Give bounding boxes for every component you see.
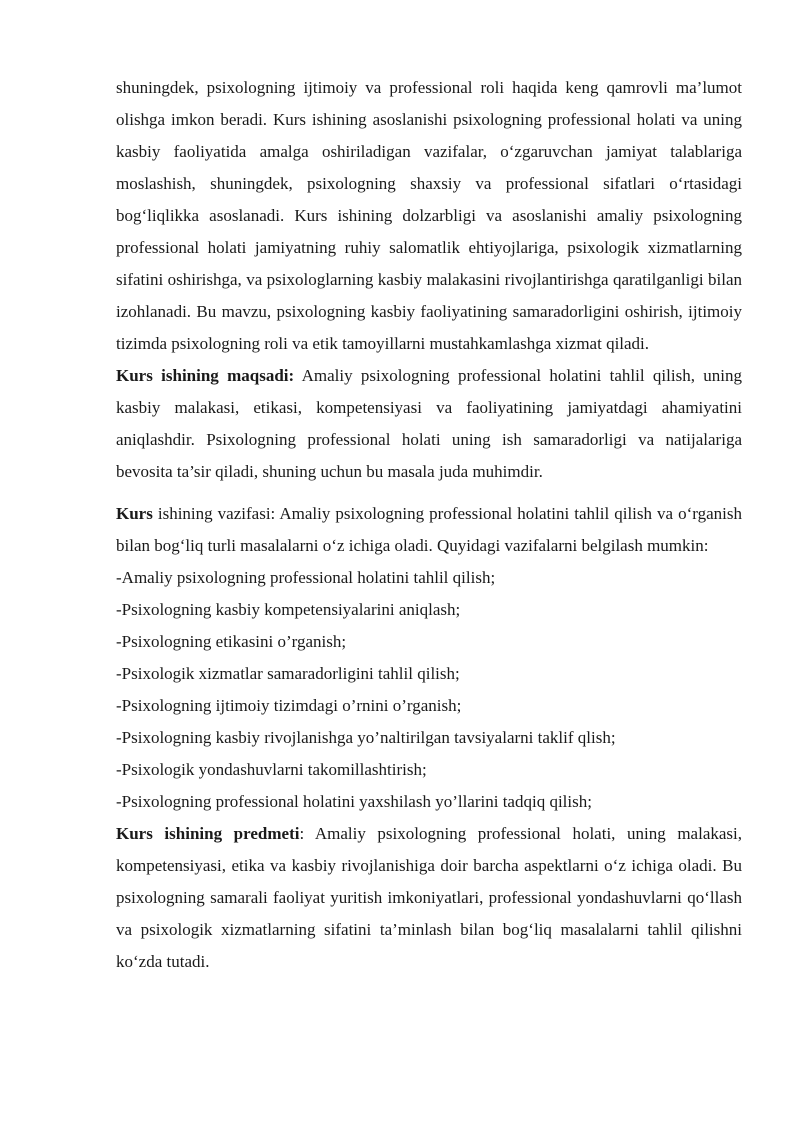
list-item: -Psixologning kasbiy kompetensiyalarini aniqlash; bbox=[116, 600, 461, 619]
list-item: -Psixologning etikasini o’rganish; bbox=[116, 632, 347, 651]
subject-paragraph bbox=[116, 818, 742, 978]
list-item: -Amaliy psixologning professional holatini tahlil qilish; bbox=[116, 568, 496, 587]
paragraph-spacer bbox=[116, 488, 742, 498]
goal-paragraph bbox=[116, 360, 742, 488]
intro-paragraph: shuningdek, psixologning ijtimoiy va professional roli haqida keng qamrovli ma’lumot olishga imkon beradi. Kurs ishining asoslanishi psixologning professional holati va uning kasbiy faoliyatida amalga oshiriladigan vazifalar, o‘zgaruvchan jamiyat talablariga moslashish, shuningdek, psixologning shaxsiy va professional sifatlari o‘rtasidagi bog‘liqlikka asoslanadi. Kurs ishining dolzarbligi va asoslanishi amaliy psixologning professional holati jamiyatning ruhiy salomatlik ehtiyojlariga, psixologik xizmatlarning sifatini oshirishga, va psixologlarning kasbiy malakasini rivojlantirishga qaratilganligi bilan izohlanadi. Bu mavzu, psixologning kasbiy faoliyatining samaradorligini oshirish, ijtimoiy tizimda psixologning roli va etik tamoyillarni mustahkamlashga xizmat qiladi. bbox=[116, 78, 742, 353]
subject-text: : Amaliy psixologning professional holati, uning malakasi, kompetensiyasi, etika va kasbiy rivojlanishiga doir barcha aspektlarni o‘z ichiga oladi. Bu psixologning samarali faoliyat yuritish imkoniyatlari, professional yondashuvlarni qo‘llash va psixologik xizmatlarning sifatini ta’minlash bilan bog‘liq masalalarni tahlil qilishni ko‘zda tutadi. bbox=[116, 824, 742, 971]
list-item: -Psixologik xizmatlar samaradorligini tahlil qilish; bbox=[116, 664, 460, 683]
list-item: -Psixologning ijtimoiy tizimdagi o’rnini o’rganish; bbox=[116, 696, 462, 715]
document-page bbox=[116, 72, 742, 978]
list-item: -Psixologning kasbiy rivojlanishga yo’naltirilgan tavsiyalarni taklif qlish; bbox=[116, 728, 616, 747]
tasks-text: ishining vazifasi: Amaliy psixologning professional holatini tahlil qilish va o‘rganish bilan bog‘liq turli masalalarni o‘z ichiga oladi. Quyidagi vazifalarni belgilash mumkin: bbox=[116, 504, 742, 555]
subject-label: Kurs ishining predmeti bbox=[116, 824, 300, 843]
goal-label: Kurs ishining maqsadi: bbox=[116, 366, 295, 385]
goal-text: Amaliy psixologning professional holatini tahlil qilish, uning kasbiy malakasi, etikasi, kompetensiyasi va faoliyatining jamiyatdagi ahamiyatini aniqlashdir. Psixologning professional holati uning ish samaradorligi va natijalariga bevosita ta’sir qiladi, shuning uchun bu masala juda muhimdir. bbox=[116, 366, 742, 481]
tasks-paragraph bbox=[116, 498, 742, 562]
tasks-list bbox=[116, 562, 742, 818]
list-item: -Psixologik yondashuvlarni takomillashtirish; bbox=[116, 760, 427, 779]
tasks-label: Kurs bbox=[116, 504, 153, 523]
list-item: -Psixologning professional holatini yaxshilash yo’llarini tadqiq qilish; bbox=[116, 792, 592, 811]
